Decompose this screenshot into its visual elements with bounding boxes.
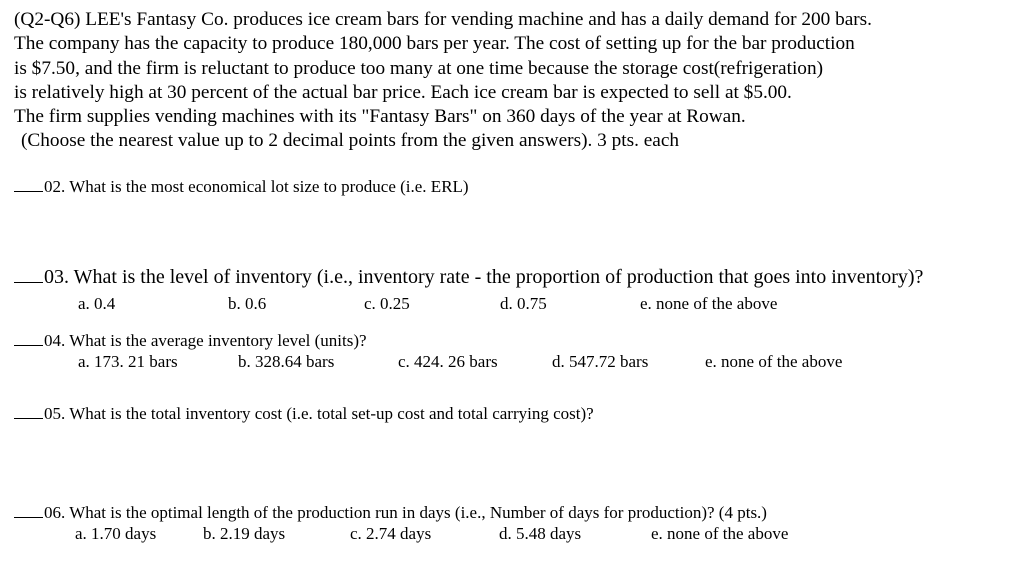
- answer-blank[interactable]: [14, 190, 43, 192]
- option-a: a. 173. 21 bars: [78, 352, 178, 371]
- question-05: [14, 404, 594, 424]
- question-02: [14, 177, 469, 197]
- answer-blank[interactable]: [14, 344, 43, 346]
- option-e: e. none of the above: [705, 352, 843, 371]
- question-02-text: 02. What is the most economical lot size to produce (i.e. ERL): [44, 177, 469, 196]
- answer-blank[interactable]: [14, 516, 43, 518]
- question-03-text: 03. What is the level of inventory (i.e., inventory rate - the proportion of production that goes into inventory)?: [44, 266, 924, 288]
- question-06: [14, 503, 767, 523]
- option-c: c. 2.74 days: [350, 524, 432, 543]
- problem-intro: [14, 8, 1014, 154]
- option-d: d. 0.75: [500, 294, 547, 313]
- question-04-text: 04. What is the average inventory level (units)?: [44, 331, 367, 350]
- option-e: e. none of the above: [640, 294, 778, 313]
- answer-blank[interactable]: [14, 281, 43, 283]
- intro-line: is $7.50, and the firm is reluctant to produce too many at one time because the storage cost(refrigeration): [14, 57, 824, 79]
- question-05-text: 05. What is the total inventory cost (i.e. total set-up cost and total carrying cost)?: [44, 404, 594, 423]
- option-b: b. 0.6: [228, 294, 267, 313]
- option-b: b. 2.19 days: [203, 524, 286, 543]
- option-c: c. 0.25: [364, 294, 410, 313]
- question-04: [14, 331, 367, 351]
- question-04-options: [0, 352, 1024, 374]
- intro-line: (Choose the nearest value up to 2 decimal points from the given answers). 3 pts. each: [21, 130, 680, 152]
- option-d: d. 5.48 days: [499, 524, 582, 543]
- question-06-options: [0, 524, 1024, 546]
- question-03: [14, 266, 923, 289]
- intro-line: The company has the capacity to produce 180,000 bars per year. The cost of setting up for the bar production: [14, 33, 855, 55]
- option-a: a. 0.4: [78, 294, 116, 313]
- answer-blank[interactable]: [14, 417, 43, 419]
- option-c: c. 424. 26 bars: [398, 352, 498, 371]
- question-03-options: [0, 294, 1024, 316]
- question-06-text: 06. What is the optimal length of the production run in days (i.e., Number of days for production)? (4 pts.): [44, 503, 767, 522]
- option-a: a. 1.70 days: [75, 524, 157, 543]
- intro-line: is relatively high at 30 percent of the actual bar price. Each ice cream bar is expected to sell at $5.00.: [14, 81, 792, 103]
- option-b: b. 328.64 bars: [238, 352, 335, 371]
- option-e: e. none of the above: [651, 524, 789, 543]
- intro-line: (Q2-Q6) LEE's Fantasy Co. produces ice cream bars for vending machine and has a daily demand for 200 bars.: [14, 9, 873, 30]
- option-d: d. 547.72 bars: [552, 352, 649, 371]
- intro-line: The firm supplies vending machines with its "Fantasy Bars" on 360 days of the year at Rowan.: [14, 106, 746, 128]
